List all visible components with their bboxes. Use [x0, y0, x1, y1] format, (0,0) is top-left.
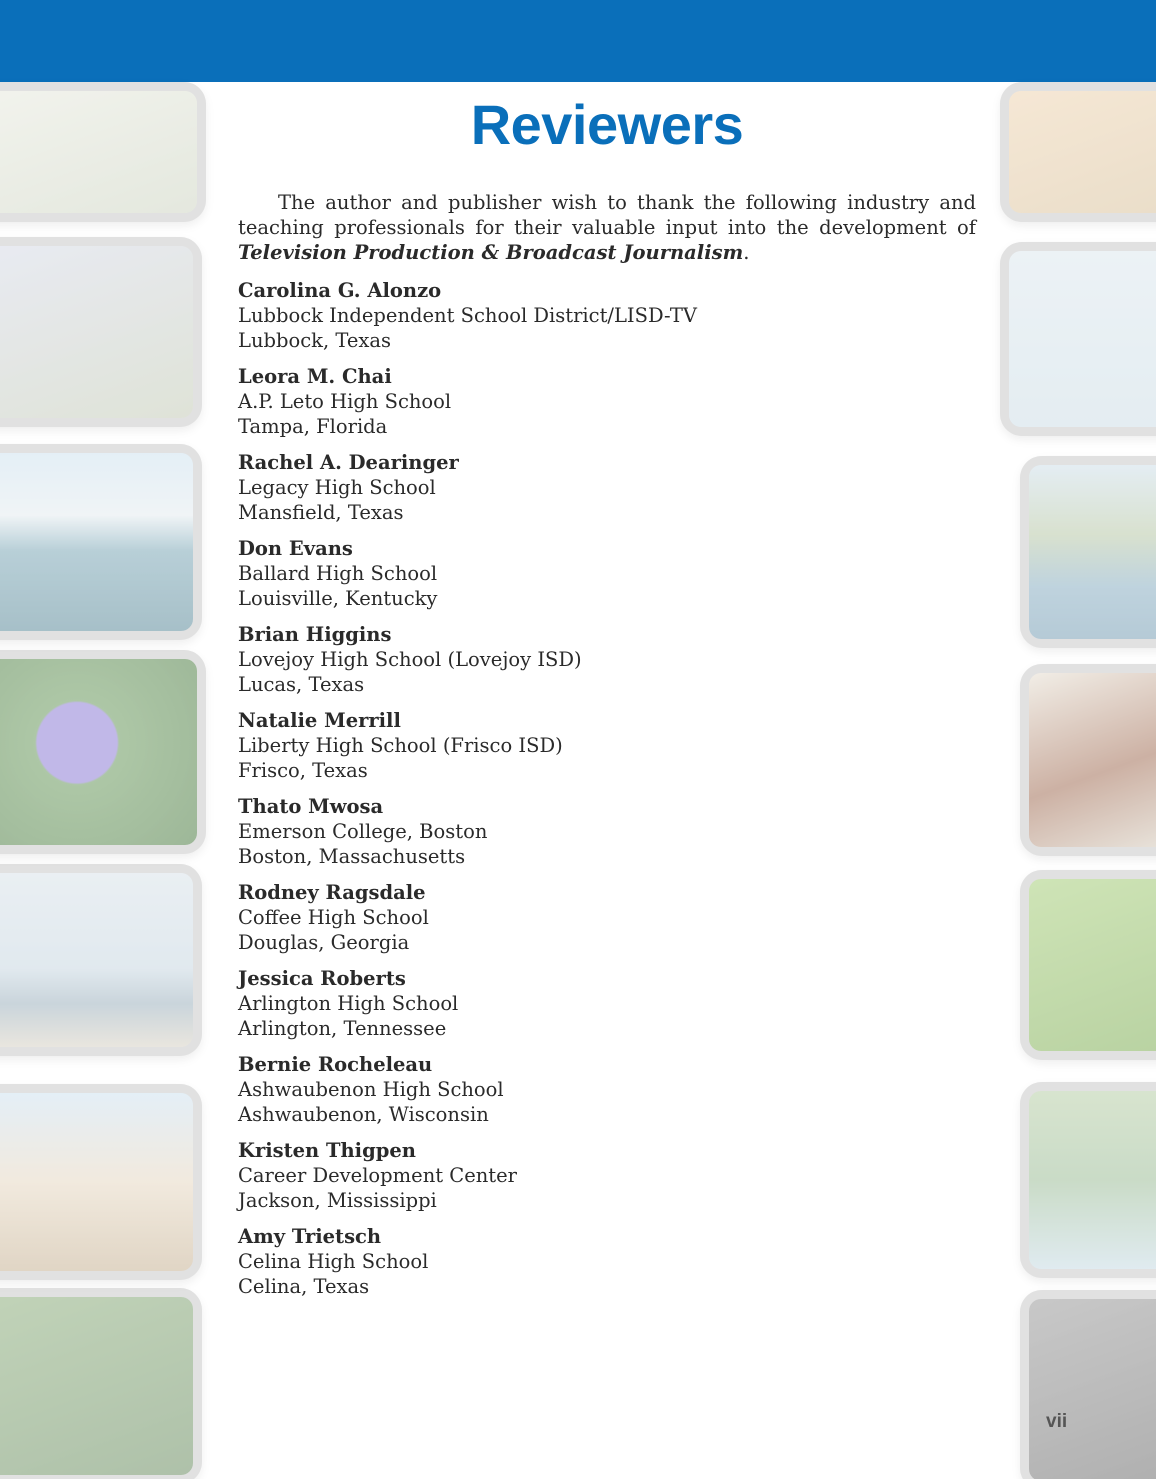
reviewer-name: Natalie Merrill — [238, 709, 401, 732]
reviewer-name: Rachel A. Dearinger — [238, 451, 459, 474]
chalet-lake-photo-frame — [1020, 456, 1156, 648]
intro-lead-text: The author and publisher wish to thank the following industry and teaching professionals for their valuable input into the development of — [238, 191, 976, 239]
reviewer-name: Rodney Ragsdale — [238, 881, 426, 904]
reviewer-entry — [238, 536, 976, 622]
reviewer-entry — [238, 966, 976, 1052]
reviewer-entry — [238, 450, 976, 536]
reviewer-location: Frisco, Texas — [238, 759, 368, 782]
page-number: vii — [1046, 1411, 1068, 1432]
reviewer-name: Brian Higgins — [238, 623, 392, 646]
page-title: Reviewers — [470, 93, 744, 156]
reviewer-location: Jackson, Mississippi — [238, 1189, 437, 1212]
reviewer-affiliation: Lubbock Independent School District/LISD-TV — [238, 304, 697, 327]
reviewer-name: Amy Trietsch — [238, 1225, 382, 1248]
reviewer-location: Tampa, Florida — [238, 415, 388, 438]
reviewer-affiliation: A.P. Leto High School — [238, 390, 452, 413]
intro-end-text: . — [743, 241, 750, 264]
reviewer-location: Douglas, Georgia — [238, 931, 410, 954]
reviewer-location: Boston, Massachusetts — [238, 845, 466, 868]
lavender-photo-frame — [0, 237, 202, 427]
reviewer-entry — [238, 364, 976, 450]
reviewer-location: Lubbock, Texas — [238, 329, 392, 352]
reviewer-affiliation: Coffee High School — [238, 906, 429, 929]
book-title: Television Production & Broadcast Journalism — [238, 241, 744, 264]
reviewer-affiliation: Career Development Center — [238, 1164, 517, 1187]
reviewer-location: Celina, Texas — [238, 1275, 370, 1298]
sky-photo-frame — [1000, 242, 1156, 436]
reviewer-location: Mansfield, Texas — [238, 501, 404, 524]
reviewer-affiliation: Liberty High School (Frisco ISD) — [238, 734, 563, 757]
morning-glory-photo-frame — [0, 650, 206, 854]
reviewer-list — [238, 278, 976, 1310]
reviewer-name: Thato Mwosa — [238, 795, 384, 818]
reviewer-entry — [238, 622, 976, 708]
grass-photo-frame — [1020, 870, 1156, 1060]
reviewer-name: Bernie Rocheleau — [238, 1053, 433, 1076]
reviewer-name: Leora M. Chai — [238, 365, 392, 388]
seagull-photo-frame — [0, 864, 202, 1056]
reviewer-entry — [238, 794, 976, 880]
reviewer-name: Kristen Thigpen — [238, 1139, 416, 1162]
reviewer-affiliation: Ashwaubenon High School — [238, 1078, 504, 1101]
reviewer-location: Arlington, Tennessee — [238, 1017, 447, 1040]
flower-photo-frame — [0, 82, 206, 222]
reviewer-affiliation: Lovejoy High School (Lovejoy ISD) — [238, 648, 582, 671]
reviewer-location: Louisville, Kentucky — [238, 587, 438, 610]
reviewer-entry — [238, 1138, 976, 1224]
leaves-photo-frame — [0, 1288, 202, 1479]
reviewer-entry — [238, 708, 976, 794]
right-photo-strip — [1000, 82, 1156, 1479]
left-photo-strip — [0, 82, 212, 1479]
stream-photo-frame — [1020, 1082, 1156, 1278]
reviewer-location: Ashwaubenon, Wisconsin — [238, 1103, 489, 1126]
harbor-photo-frame — [0, 444, 202, 640]
orange-flower-photo-frame — [1000, 82, 1156, 222]
reviewer-entry — [238, 880, 976, 966]
reviewer-name: Don Evans — [238, 537, 353, 560]
reviewer-entry — [238, 278, 976, 364]
reviewer-affiliation: Ballard High School — [238, 562, 438, 585]
reviewer-name: Carolina G. Alonzo — [238, 279, 442, 302]
reviewer-location: Lucas, Texas — [238, 673, 365, 696]
reviewer-entry — [238, 1224, 976, 1310]
temple-ruins-photo-frame — [0, 1084, 202, 1280]
horse-photo-frame — [1020, 664, 1156, 856]
intro-paragraph — [238, 190, 976, 265]
reviewer-affiliation: Celina High School — [238, 1250, 429, 1273]
top-color-band — [0, 0, 1156, 82]
reviewer-name: Jessica Roberts — [238, 967, 406, 990]
car-dashboard-photo-frame — [1020, 1290, 1156, 1479]
reviewer-affiliation: Arlington High School — [238, 992, 459, 1015]
reviewer-affiliation: Legacy High School — [238, 476, 436, 499]
reviewer-entry — [238, 1052, 976, 1138]
reviewer-affiliation: Emerson College, Boston — [238, 820, 488, 843]
